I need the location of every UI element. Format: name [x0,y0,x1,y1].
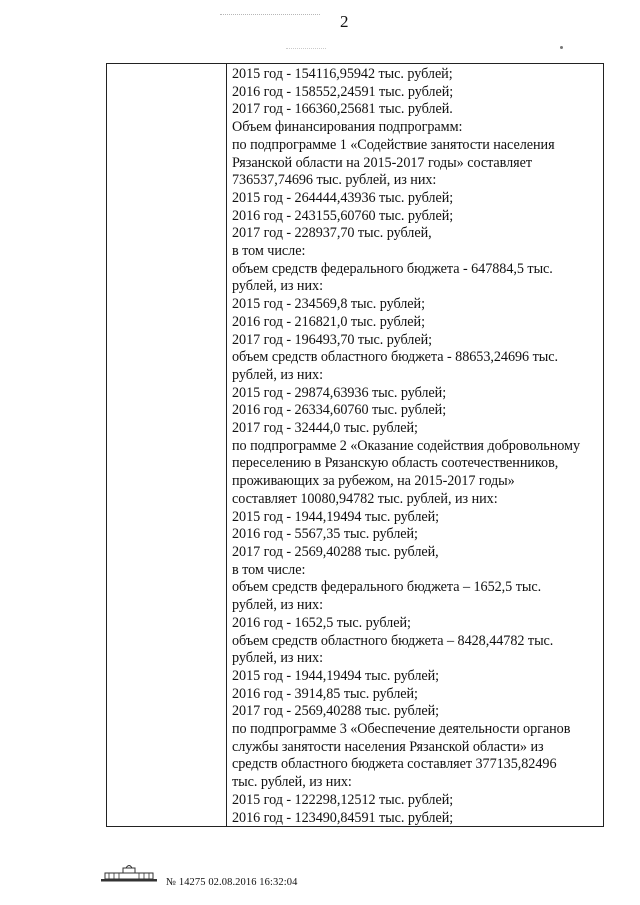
text-line: 2017 год - 32444,0 тыс. рублей; [232,420,418,437]
text-line: рублей, из них: [232,597,323,614]
building-stamp-icon [100,863,158,888]
text-line: объем средств областного бюджета - 88653,24696 тыс. [232,349,558,366]
page-number: 2 [340,12,349,31]
text-line: Объем финансирования подпрограмм: [232,119,463,136]
text-line: 2015 год - 1944,19494 тыс. рублей; [232,508,440,525]
document-footer [100,866,297,888]
text-line: 2015 год - 264444,43936 тыс. рублей; [232,189,454,206]
table-right-cell [232,66,602,827]
table-left-cell [107,64,226,826]
text-line: 2016 год - 216821,0 тыс. рублей; [232,313,425,330]
text-line: рублей, из них: [232,366,323,383]
text-line: 2016 год - 243155,60760 тыс. рублей; [232,207,454,224]
financing-table [106,63,604,827]
text-line: 2015 год - 154116,95942 тыс. рублей; [232,66,453,82]
column-divider [226,64,227,826]
text-line: 2016 год - 3914,85 тыс. рублей; [232,685,418,702]
scan-artifact [286,48,326,51]
text-line: по подпрограмме 1 «Содействие занятости населения [232,136,555,153]
text-line: 2017 год - 166360,25681 тыс. рублей. [232,101,453,118]
text-line: 2016 год - 123490,84591 тыс. рублей; [232,809,454,826]
scan-artifact [220,14,320,21]
text-line: рублей, из них: [232,278,323,295]
text-line: 2015 год - 234569,8 тыс. рублей; [232,296,425,313]
text-line: 2016 год - 158552,24591 тыс. рублей; [232,83,454,100]
text-line: тыс. рублей, из них: [232,774,352,791]
registration-stamp: № 14275 02.08.2016 16:32:04 [166,877,298,888]
text-line: в том числе: [232,243,306,260]
scan-artifact [560,46,563,49]
text-line: объем средств федерального бюджета - 647884,5 тыс. [232,260,553,277]
text-line: объем средств областного бюджета – 8428,44782 тыс. [232,632,554,649]
text-line: 2015 год - 29874,63936 тыс. рублей; [232,384,447,401]
text-line: переселению в Рязанскую область соотечественников, [232,455,559,472]
text-line: 2015 год - 1944,19494 тыс. рублей; [232,667,440,684]
text-line: 2015 год - 122298,12512 тыс. рублей; [232,791,454,808]
text-line: 2016 год - 1652,5 тыс. рублей; [232,614,411,631]
text-line: Рязанской области на 2015-2017 годы» составляет [232,154,533,171]
text-line: 2016 год - 5567,35 тыс. рублей; [232,526,418,543]
text-line: средств областного бюджета составляет 377135,82496 [232,756,557,773]
text-line: 2016 год - 26334,60760 тыс. рублей; [232,402,447,419]
text-line: 2017 год - 2569,40288 тыс. рублей, [232,543,439,560]
text-line: по подпрограмме 2 «Оказание содействия добровольному [232,437,581,454]
text-line: по подпрограмме 3 «Обеспечение деятельности органов [232,721,571,738]
text-line: 2017 год - 196493,70 тыс. рублей; [232,331,433,348]
text-line: 736537,74696 тыс. рублей, из них: [232,172,437,189]
text-line: проживающих за рубежом, на 2015-2017 годы» [232,473,515,490]
text-line: объем средств федерального бюджета – 1652,5 тыс. [232,579,542,596]
text-line: рублей, из них: [232,650,323,667]
text-line: в том числе: [232,561,306,578]
text-line: службы занятости населения Рязанской области» из [232,738,544,755]
text-line: составляет 10080,94782 тыс. рублей, из них: [232,490,498,507]
text-line: 2017 год - 228937,70 тыс. рублей, [232,225,432,242]
text-line: 2017 год - 2569,40288 тыс. рублей; [232,703,440,720]
